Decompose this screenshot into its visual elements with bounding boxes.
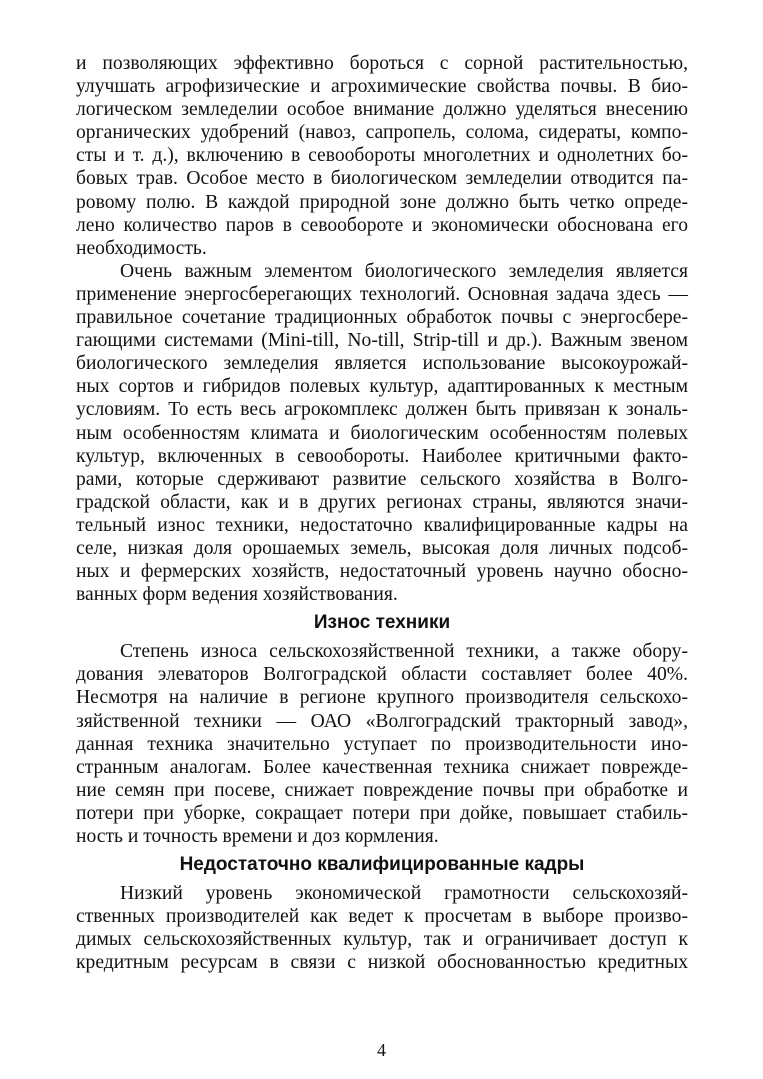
text-line: Несмотря на наличие в регионе крупного производителя сельскохо- — [76, 687, 688, 709]
page-body — [76, 52, 688, 974]
text-line: бовых трав. Особое место в биологическом земледелии отводится па- — [76, 168, 688, 190]
section-heading-equipment-wear: Износ техники — [313, 612, 451, 634]
text-line: ным особенностям климата и биологическим особенностям полевых — [76, 422, 688, 444]
text-line: правильное сочетание традиционных обработок почвы с энергосбере- — [76, 307, 688, 329]
paragraph-staff — [76, 882, 688, 974]
text-line: Степень износа сельскохозяйственной техники, а также обору- — [120, 641, 688, 663]
text-line: необходимость. — [76, 237, 207, 259]
text-line: улучшать агрофизические и агрохимические свойства почвы. В био- — [76, 76, 688, 98]
text-line: применение энергосберегающих технологий. Основная задача здесь — — [76, 283, 688, 305]
text-line: кредитным ресурсам в связи с низкой обоснованностью кредитных — [76, 952, 688, 974]
text-line: тельный износ техники, недостаточно квалифицированные кадры на — [76, 514, 688, 536]
text-line: культур, включенных в севообороты. Наиболее критичными факто- — [76, 445, 688, 467]
paragraph-biological-farming — [76, 52, 688, 260]
text-line: и позволяющих эффективно бороться с сорной растительностью, — [76, 53, 688, 74]
text-line: зяйственной техники — ОАО «Волгоградский тракторный завод», — [76, 710, 688, 732]
text-line: Очень важным элементом биологического земледелия является — [120, 260, 688, 282]
section-heading-staff: Недостаточно квалифицированные кадры — [179, 854, 585, 876]
text-line: потери при уборке, сокращает потери при дойке, повышает стабиль- — [76, 802, 688, 824]
text-line: ровому полю. В каждой природной зоне должно быть четко опреде- — [76, 191, 688, 213]
page-number: 4 — [377, 1040, 386, 1060]
text-line: ных сортов и гибридов полевых культур, адаптированных к местным — [76, 376, 688, 398]
text-line: условиям. То есть весь агрокомплекс должен быть привязан к зональ- — [76, 399, 688, 421]
text-line: димых сельскохозяйственных культур, так и ограничивает доступ к — [76, 929, 688, 951]
text-line: Низкий уровень экономической грамотности сельскохозяй- — [120, 883, 688, 905]
text-line: дования элеваторов Волгоградской области составляет более 40%. — [76, 664, 688, 686]
text-line: селе, низкая доля орошаемых земель, высокая доля личных подсоб- — [76, 537, 688, 559]
text-line: данная техника значительно уступает по производительности ино- — [76, 733, 688, 755]
text-line: ственных производителей как ведет к просчетам в выборе произво- — [76, 906, 688, 928]
text-line: гающими системами (Mini-till, No-till, Strip-till и др.). Важным звеном — [76, 330, 688, 352]
text-line: градской области, как и в других регионах страны, являются значи- — [76, 491, 688, 513]
text-line: органических удобрений (навоз, сапропель, солома, сидераты, компо- — [76, 122, 688, 144]
text-line: рами, которые сдерживают развитие сельского хозяйства в Волго- — [76, 468, 688, 490]
text-line: ность и точность времени и доз кормления. — [76, 826, 439, 847]
paragraph-equipment-wear — [76, 640, 688, 848]
text-line: ние семян при посеве, снижает повреждение почвы при обработке и — [76, 779, 688, 801]
paragraph-energy-saving — [76, 260, 688, 606]
text-line: ных и фермерских хозяйств, недостаточный уровень научно обосно- — [76, 561, 688, 583]
text-line: логическом земледелии особое внимание должно уделяться внесению — [76, 99, 688, 121]
text-line: ванных форм ведения хозяйствования. — [76, 584, 398, 606]
text-line: биологического земледелия является использование высокоурожай- — [76, 353, 688, 375]
text-line: лено количество паров в севообороте и экономически обоснована его — [76, 214, 688, 236]
text-line: сты и т. д.), включению в севообороты многолетних и однолетних бо- — [76, 145, 688, 167]
text-line: странным аналогам. Более качественная техника снижает поврежде- — [76, 756, 688, 778]
